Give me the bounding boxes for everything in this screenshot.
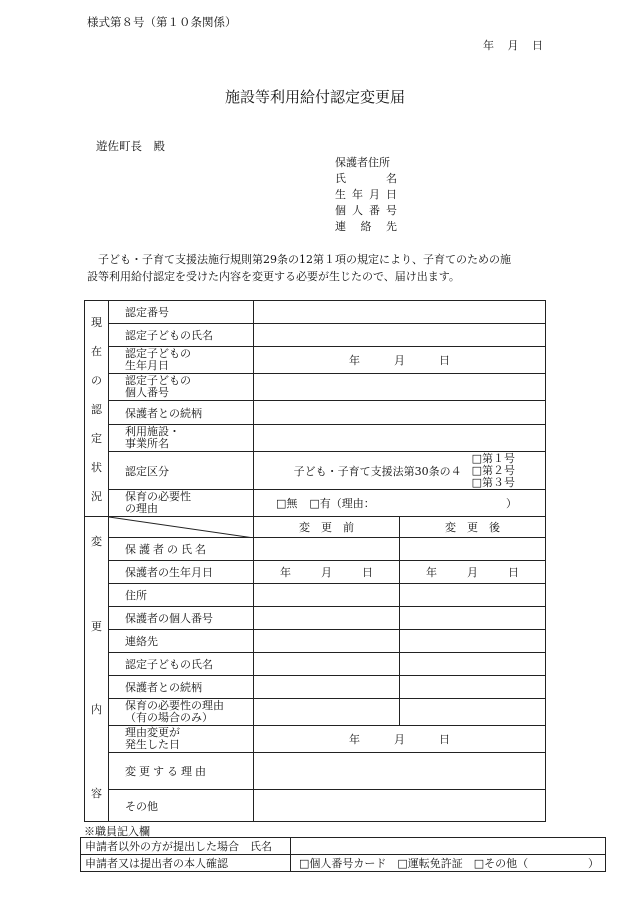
intro-text: 子ども・子育て支援法施行規則第29条の12第１項の規定により、子育てのための施 設等利用給付認定を受けた内容を変更する必要が生じたので、届け出ます。 bbox=[87, 253, 511, 283]
address-after[interactable] bbox=[400, 584, 546, 607]
necessity-label: 保育の必要性 の理由 bbox=[109, 490, 254, 517]
child-name-row-label: 認定子どもの氏名 bbox=[109, 653, 254, 676]
relation-before[interactable] bbox=[254, 676, 400, 699]
category-option-2[interactable]: □第２号 bbox=[471, 463, 515, 477]
other-row-label: その他 bbox=[109, 790, 254, 822]
category-options bbox=[472, 453, 515, 489]
facility-label: 利用施設・ 事業所名 bbox=[109, 425, 254, 452]
change-date-row-label: 理由変更が 発生した日 bbox=[109, 726, 254, 753]
necessity-yes-checkbox[interactable]: □有（理由： bbox=[309, 497, 375, 510]
guardian-fields bbox=[335, 155, 397, 235]
submitter-name-field[interactable] bbox=[291, 838, 606, 855]
cert-number-field[interactable] bbox=[254, 301, 546, 324]
reason-field[interactable] bbox=[254, 753, 546, 790]
change-date-field[interactable]: 年 月 日 bbox=[254, 726, 546, 753]
form-number: 様式第８号（第１０条関係） bbox=[87, 15, 237, 29]
guardian-contact-label: 連 絡 先 bbox=[335, 220, 397, 233]
necessity-row-label: 保育の必要性の理由 （有の場合のみ） bbox=[109, 699, 254, 726]
child-name-after[interactable] bbox=[400, 653, 546, 676]
date-month: 月 bbox=[507, 39, 519, 52]
category-label: 認定区分 bbox=[109, 452, 254, 490]
staff-table bbox=[80, 837, 606, 872]
submitter-label: 申請者以外の方が提出した場合 氏名 bbox=[81, 838, 291, 855]
category-option-3[interactable]: □第３号 bbox=[471, 475, 515, 489]
child-name-field[interactable] bbox=[254, 324, 546, 347]
guardian-id-label: 個 人 番 号 bbox=[335, 204, 397, 217]
relation-after[interactable] bbox=[400, 676, 546, 699]
other-field[interactable] bbox=[254, 790, 546, 822]
guardian-dob-after[interactable]: 年 月 日 bbox=[400, 561, 546, 584]
child-dob-field[interactable]: 年 月 日 bbox=[254, 347, 546, 374]
address-row-label: 住所 bbox=[109, 584, 254, 607]
category-text: 子ども・子育て支援法第30条の４ bbox=[293, 464, 462, 478]
contact-after[interactable] bbox=[400, 630, 546, 653]
current-status-side-label: 現 在 の 認 定 状 況 bbox=[85, 301, 109, 517]
facility-field[interactable] bbox=[254, 425, 546, 452]
contact-before[interactable] bbox=[254, 630, 400, 653]
contact-row-label: 連絡先 bbox=[109, 630, 254, 653]
relation-field[interactable] bbox=[254, 401, 546, 425]
relation-row-label: 保護者との続柄 bbox=[109, 676, 254, 699]
child-name-label: 認定子どもの氏名 bbox=[109, 324, 254, 347]
child-id-label: 認定子どもの 個人番号 bbox=[109, 374, 254, 401]
changes-side-label: 変 更 内 容 bbox=[85, 517, 109, 822]
relation-label: 保護者との続柄 bbox=[109, 401, 254, 425]
date-day: 日 bbox=[532, 39, 543, 52]
category-field[interactable] bbox=[254, 452, 546, 490]
necessity-field[interactable]: □無 □有（理由： ） bbox=[254, 490, 546, 517]
guardian-id-before[interactable] bbox=[254, 607, 400, 630]
necessity-after[interactable] bbox=[400, 699, 546, 726]
guardian-id-row-label: 保護者の個人番号 bbox=[109, 607, 254, 630]
date-year: 年 bbox=[483, 39, 494, 52]
before-header: 変 更 前 bbox=[254, 517, 400, 538]
header-date bbox=[483, 37, 543, 53]
necessity-none-checkbox[interactable]: □無 bbox=[276, 497, 298, 510]
diagonal-header-cell bbox=[109, 517, 254, 538]
guardian-name-before[interactable] bbox=[254, 538, 400, 561]
after-header: 変 更 後 bbox=[400, 517, 546, 538]
guardian-dob-row-label: 保護者の生年月日 bbox=[109, 561, 254, 584]
category-option-1[interactable]: □第１号 bbox=[471, 451, 515, 465]
reason-row-label: 変更する理由 bbox=[109, 753, 254, 790]
necessity-before[interactable] bbox=[254, 699, 400, 726]
identity-label: 申請者又は提出者の本人確認 bbox=[81, 855, 291, 872]
guardian-dob-label: 生 年 月 日 bbox=[335, 188, 397, 201]
guardian-id-after[interactable] bbox=[400, 607, 546, 630]
guardian-name-label: 氏 名 bbox=[335, 172, 397, 185]
page-title: 施設等利用給付認定変更届 bbox=[224, 88, 405, 106]
guardian-name-row-label: 保護者の氏名 bbox=[109, 538, 254, 561]
guardian-address-label: 保護者住所 bbox=[335, 156, 390, 169]
child-id-field[interactable] bbox=[254, 374, 546, 401]
guardian-name-after[interactable] bbox=[400, 538, 546, 561]
main-form-table bbox=[84, 300, 546, 822]
guardian-dob-before[interactable]: 年 月 日 bbox=[254, 561, 400, 584]
child-name-before[interactable] bbox=[254, 653, 400, 676]
diagonal-line bbox=[109, 517, 254, 538]
cert-number-label: 認定番号 bbox=[109, 301, 254, 324]
child-dob-label: 認定子どもの 生年月日 bbox=[109, 347, 254, 374]
address-before[interactable] bbox=[254, 584, 400, 607]
staff-heading: ※職員記入欄 bbox=[84, 825, 150, 838]
identity-options[interactable]: □個人番号カード □運転免許証 □その他（ ） bbox=[291, 855, 606, 872]
addressee: 遊佐町長 殿 bbox=[96, 139, 165, 153]
